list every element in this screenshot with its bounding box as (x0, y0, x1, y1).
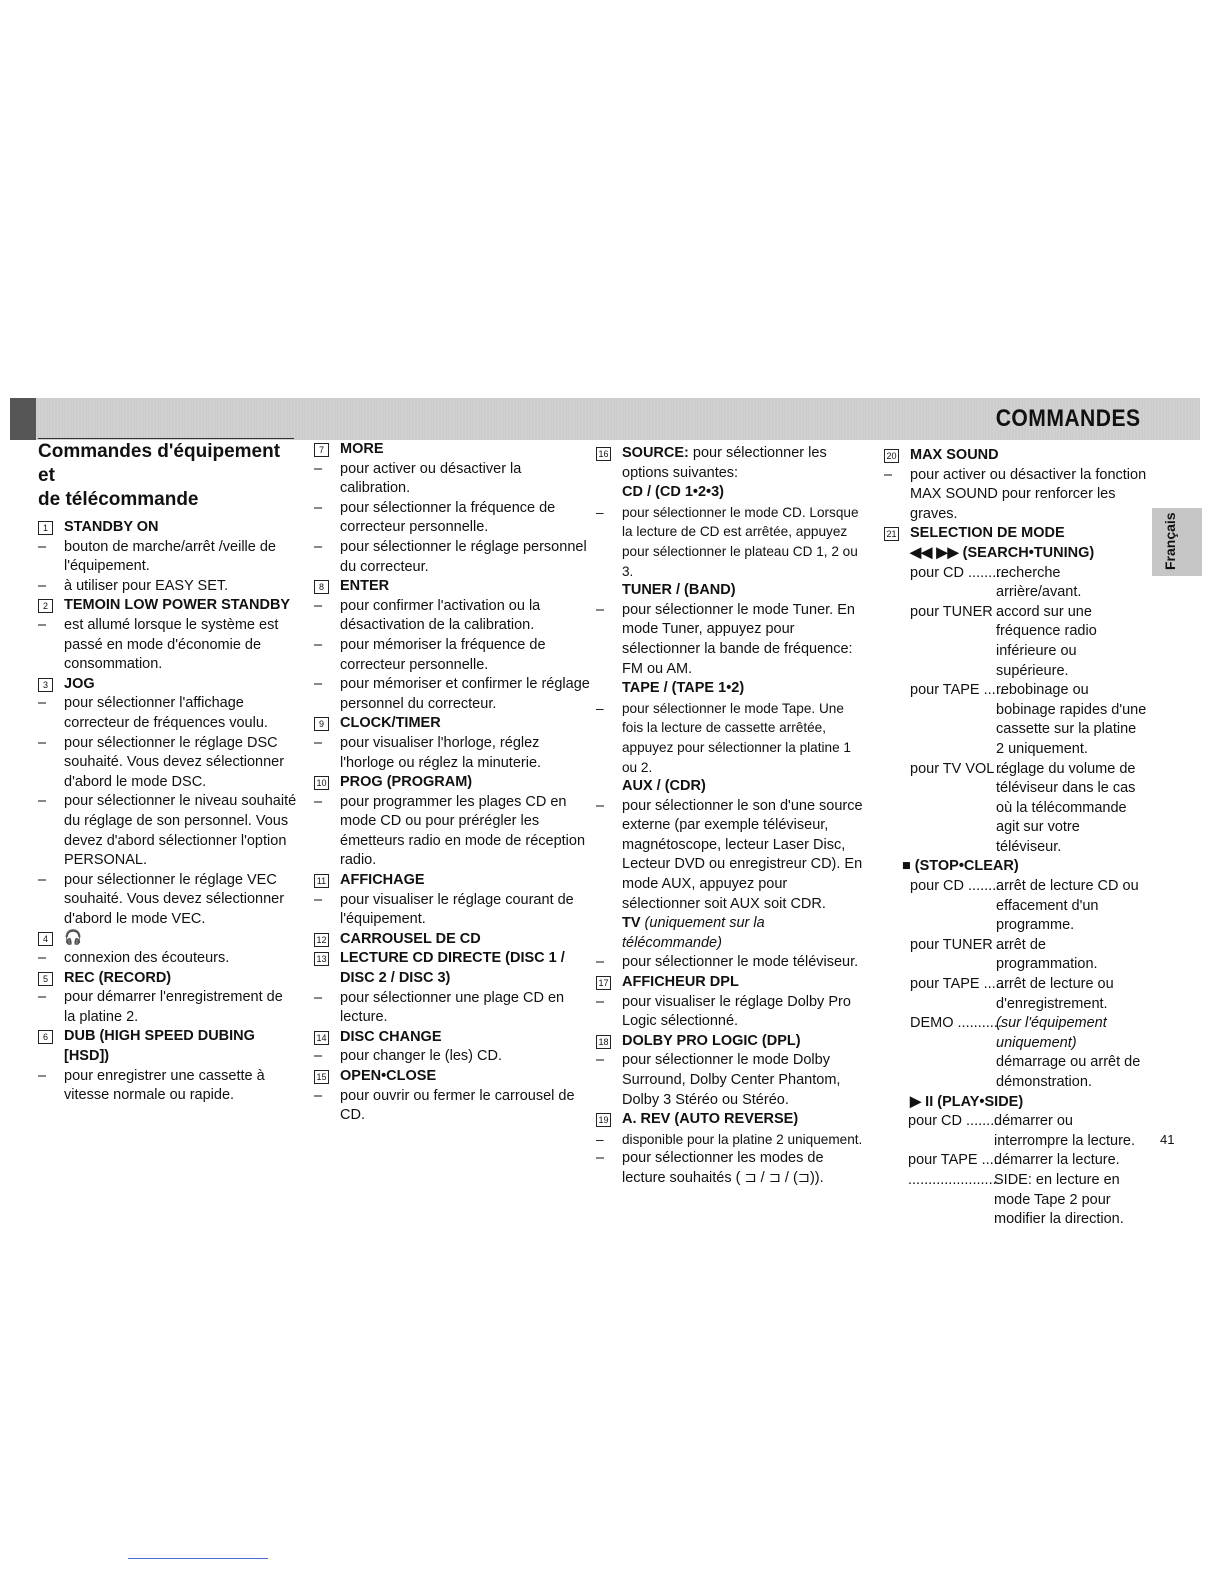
item-20-heading: 20 MAX SOUND (884, 446, 1148, 466)
item-11-heading: 11 AFFICHAGE (314, 871, 590, 891)
item-description: – pour sélectionner le mode Tuner. En mode Tuner, appuyez pour sélectionner la bande de fréquence: FM ou AM. (596, 601, 855, 677)
item-3-heading: 3 JOG (38, 675, 298, 695)
item-description: – pour visualiser le réglage courant de l'équipement. (314, 891, 574, 928)
item-description: – pour sélectionner la fréquence de correcteur personnelle. (314, 499, 556, 536)
item-description: – bouton de marche/arrêt /veille de l'équipement. (38, 538, 276, 575)
item-description: – pour mémoriser la fréquence de correcteur personnelle. (314, 636, 546, 673)
item-18-heading: 18 DOLBY PRO LOGIC (DPL) (596, 1032, 868, 1052)
item-description: – pour changer le (les) CD. (314, 1048, 502, 1065)
item-description: – est allumé lorsque le système est passé en mode d'économie de consommation. (38, 616, 279, 673)
list-item: ...................... SIDE: en lecture en mode Tape 2 pour modifier la direction. (908, 1171, 1124, 1228)
column-3 (596, 444, 868, 1189)
item-description: – pour sélectionner le son d'une source externe (par exemple téléviseur, magnétoscope, lecteur Laser Disc, Lecteur DVD ou enregistreur CD). En mode AUX, appuyez pour sélectionner soit AUX soit CDR. (596, 797, 863, 912)
search-rows (884, 564, 1148, 858)
item-title: MAX SOUND (910, 447, 999, 463)
item-9-heading: 9 CLOCK/TIMER (314, 714, 590, 734)
item-description: – pour sélectionner le mode CD. Lorsque la lecture de CD est arrêtée, appuyez pour sélectionner le plateau CD 1, 2 ou 3. (596, 504, 859, 579)
item-description: – pour sélectionner le mode Dolby Surround, Dolby Center Phantom, Dolby 3 Stéréo ou Stéréo. (596, 1052, 841, 1108)
list-item: pour TUNER .. accord sur une fréquence radio inférieure ou supérieure. (910, 603, 1097, 679)
search-tuning-title: ◀◀ ▶▶ (SEARCH•TUNING) (910, 544, 1095, 561)
language-tab-label: Français (1162, 512, 1178, 570)
item-7-heading: 7 MORE (314, 440, 590, 460)
item-title: LECTURE CD DIRECTE (DISC 1 / DISC 2 / DISC 3) (340, 950, 565, 987)
item-title: OPEN•CLOSE (340, 1068, 437, 1084)
item-description: – pour mémoriser et confirmer le réglage personnel du correcteur. (314, 676, 590, 712)
item-16-heading: 16 SOURCE: pour sélectionner les options suivantes: (596, 444, 868, 483)
source-tv-title: TV (uniquement sur la télécommande) (622, 915, 765, 951)
item-description: – pour sélectionner le mode Tape. Une fois la lecture de cassette arrêtée, appuyez pour sélectionner la platine 1 ou 2. (596, 700, 851, 775)
source-tape-title: TAPE / (TAPE 1•2) (622, 680, 745, 697)
item-description: – disponible pour la platine 2 uniquement. (596, 1131, 863, 1147)
stop-rows (884, 877, 1148, 1093)
headphones-icon: 🎧 (64, 930, 83, 947)
list-item: pour TAPE ..... rebobinage ou bobinage rapides d'une cassette sur la platine 2 uniquement. (910, 682, 1147, 757)
item-title: DOLBY PRO LOGIC (DPL) (622, 1032, 801, 1049)
source-aux-title: AUX / (CDR) (622, 778, 706, 795)
item-description: – pour programmer les plages CD en mode CD ou pour prérégler les émetteurs radio en mode de réception radio. (314, 793, 586, 869)
item-description: – pour sélectionner l'affichage correcteur de fréquences voulu. (38, 695, 268, 731)
item-title: A. REV (AUTO REVERSE) (622, 1111, 799, 1128)
source-tuner-title: TUNER / (BAND) (622, 582, 736, 599)
item-description: – pour enregistrer une cassette à vitesse normale ou rapide. (38, 1067, 265, 1104)
item-title: AFFICHAGE (340, 872, 425, 889)
item-21-heading: 21 SELECTION DE MODE (884, 524, 1148, 544)
page-header-title: COMMANDES (995, 405, 1140, 432)
item-description: – pour activer ou désactiver la fonction MAX SOUND pour renforcer les graves. (884, 466, 1147, 522)
item-number: 1 (38, 521, 53, 535)
list-item: DEMO ........... (sur l'équipement uniquement) démarrage ou arrêt de démonstration. (910, 1015, 1141, 1090)
item-description: – pour sélectionner le réglage DSC souhaité. Vous devez sélectionner d'abord le mode DSC. (38, 734, 285, 790)
item-title: SOURCE: (622, 445, 689, 461)
item-description: – pour sélectionner le mode téléviseur. (596, 954, 859, 971)
item-title: STANDBY ON (64, 519, 159, 535)
item-4-heading: 4 🎧 (38, 929, 298, 949)
list-item: pour TAPE ..... arrêt de lecture ou d'enregistrement. (910, 976, 1114, 1012)
header-banner (10, 398, 1200, 440)
item-description: – à utiliser pour EASY SET. (38, 577, 229, 594)
item-description: – pour activer ou désactiver la calibration. (314, 460, 522, 497)
column-4 (884, 446, 1148, 1230)
item-title: MORE (340, 441, 384, 457)
item-description: – pour sélectionner le niveau souhaité du réglage de son personnel. Vous devez d'abord sélectionner l'option PERSONAL. (38, 793, 297, 869)
play-rows (884, 1112, 1148, 1230)
column-2 (314, 440, 590, 1126)
list-item: pour CD ......... recherche arrière/avant. (910, 564, 1082, 601)
item-title: CLOCK/TIMER (340, 715, 441, 732)
item-description: – pour sélectionner les modes de lecture souhaités ( ⊐ / ⊐ / (⊐)). (596, 1150, 824, 1186)
item-12-heading: 12 CARROUSEL DE CD (314, 930, 590, 950)
stop-clear-title: ■ (STOP•CLEAR) (902, 858, 1019, 875)
section-title-line1: Commandes d'équipement et (38, 441, 281, 486)
item-title: DUB (HIGH SPEED DUBING [HSD]) (64, 1028, 255, 1065)
item-title: CARROUSEL DE CD (340, 930, 481, 947)
item-title: SELECTION DE MODE (910, 525, 1065, 542)
language-tab (1152, 508, 1202, 576)
item-5-heading: 5 REC (RECORD) (38, 969, 298, 989)
column-1 (38, 440, 298, 1106)
footer-rule (128, 1558, 268, 1559)
source-cd-title: CD / (CD 1•2•3) (622, 484, 725, 501)
item-description: – pour ouvrir ou fermer le carrousel de CD. (314, 1087, 575, 1124)
item-2-heading: 2 TEMOIN LOW POWER STANDBY (38, 596, 298, 616)
list-item: pour CD ......... démarrer ou interrompre la lecture. (908, 1113, 1136, 1149)
item-13-heading: 13 LECTURE CD DIRECTE (DISC 1 / DISC 2 / DISC 3) (314, 949, 590, 988)
item-description: – pour confirmer l'activation ou la désactivation de la calibration. (314, 597, 541, 634)
section-title-line2: de télécommande (38, 489, 199, 510)
item-1-heading (38, 518, 298, 538)
item-description: – pour sélectionner le réglage personnel du correcteur. (314, 538, 587, 575)
item-description: – pour démarrer l'enregistrement de la platine 2. (38, 989, 283, 1025)
banner-marker (10, 398, 36, 440)
item-15-heading: 15 OPEN•CLOSE (314, 1067, 590, 1087)
item-10-heading: 10 PROG (PROGRAM) (314, 773, 590, 793)
item-description: – connexion des écouteurs. (38, 950, 230, 967)
item-title: PROG (PROGRAM) (340, 774, 473, 791)
list-item: pour CD ......... arrêt de lecture CD ou effacement d'un programme. (910, 878, 1139, 934)
item-description: – pour visualiser l'horloge, réglez l'horloge ou réglez la minuterie. (314, 734, 542, 771)
item-title: ENTER (340, 578, 390, 595)
item-title: JOG (64, 675, 95, 692)
item-title: TEMOIN LOW POWER STANDBY (64, 597, 291, 614)
section-title-rule (38, 438, 294, 439)
item-title: AFFICHEUR DPL (622, 974, 739, 991)
item-title: REC (RECORD) (64, 969, 172, 986)
play-side-title: ▶ II (PLAY•SIDE) (910, 1093, 1024, 1110)
item-19-heading: 19 A. REV (AUTO REVERSE) (596, 1110, 868, 1130)
list-item: pour TV VOL .. réglage du volume de téléviseur dans le cas où la télécommande agit sur votre téléviseur. (910, 760, 1136, 855)
item-6-heading: 6 DUB (HIGH SPEED DUBING [HSD]) (38, 1027, 298, 1066)
item-17-heading: 17 AFFICHEUR DPL (596, 973, 868, 993)
list-item: pour TUNER ... arrêt de programmation. (910, 936, 1098, 973)
item-description: – pour sélectionner une plage CD en lecture. (314, 989, 565, 1026)
item-description: – pour sélectionner le réglage VEC souhaité. Vous devez sélectionner d'abord le mode VEC. (38, 871, 285, 927)
item-description: – pour visualiser le réglage Dolby Pro Logic sélectionné. (596, 993, 851, 1030)
page-number: 41 (1160, 1132, 1175, 1147)
item-title: DISC CHANGE (340, 1028, 442, 1045)
list-item: pour TAPE ..... démarrer la lecture. (908, 1152, 1120, 1169)
item-8-heading: 8 ENTER (314, 577, 590, 597)
item-14-heading: 14 DISC CHANGE (314, 1028, 590, 1048)
